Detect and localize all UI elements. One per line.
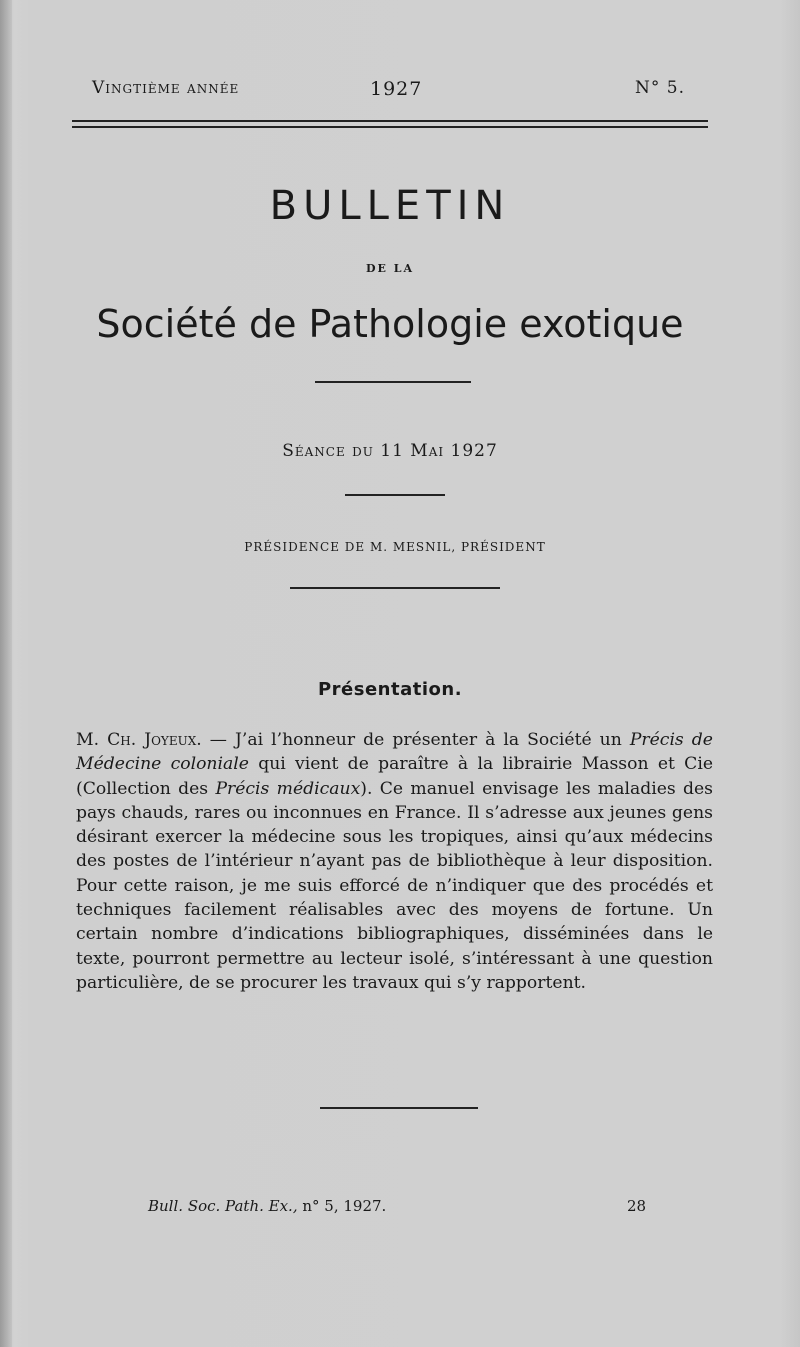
footer-journal: Bull. Soc. Path. Ex., [148, 1197, 298, 1215]
body-text-3: ). Ce manuel envisage les maladies des pays chauds, rares ou inconnues en France. Il s’adresse aux jeunes gens désirant exercer la médecine sous les tropiques, ainsi qu’aux médecins des postes de l’intérieur n’ayant pas de bibliothèque à leur disposition. Pour cette raison, je me suis efforcé de n’indiquer que des procédés et techniques facilement réalisables avec des moyens de fortune. Un certain nombre d’indications bibliographiques, disséminées dans le texte, pourront permettre au lecteur isolé, s’intéressant à une question particulière, de se procurer les travaux qui s’y rapportent. [76, 778, 713, 993]
divider-rule [315, 381, 471, 383]
footer-citation [148, 1197, 386, 1215]
header-issue-number: N° 5. [635, 78, 685, 98]
divider-rule [290, 587, 500, 589]
divider-rule [345, 494, 445, 496]
body-paragraph [76, 728, 713, 995]
author-name: M. Ch. Joyeux. [76, 730, 202, 750]
divider-rule [320, 1107, 478, 1109]
header-year: 1927 [370, 78, 423, 100]
collection-title: Précis médicaux [215, 778, 361, 799]
book-title: Précis de Médecine coloniale [76, 730, 713, 775]
bulletin-title: BULLETIN [269, 183, 511, 229]
bulletin-subtitle-connector: DE LA [365, 262, 415, 275]
footer-issue: n° 5, 1927. [297, 1197, 387, 1215]
header-rule-top [72, 120, 708, 122]
presidency-line: PRÉSIDENCE DE M. MESNIL, PRÉSIDENT [244, 540, 546, 554]
society-name: Société de Pathologie exotique [96, 302, 684, 346]
header-rule-bottom [72, 126, 708, 128]
section-heading: Présentation. [317, 679, 463, 700]
body-text-2: qui vient de paraître à la librairie Masson et Cie (Collection des [76, 754, 713, 799]
header-volume: Vingtième année [92, 78, 240, 98]
page-number: 28 [627, 1197, 647, 1215]
session-date: Séance du 11 Mai 1927 [282, 441, 498, 461]
body-text-1: — J’ai l’honneur de présenter à la Société un [201, 730, 630, 750]
